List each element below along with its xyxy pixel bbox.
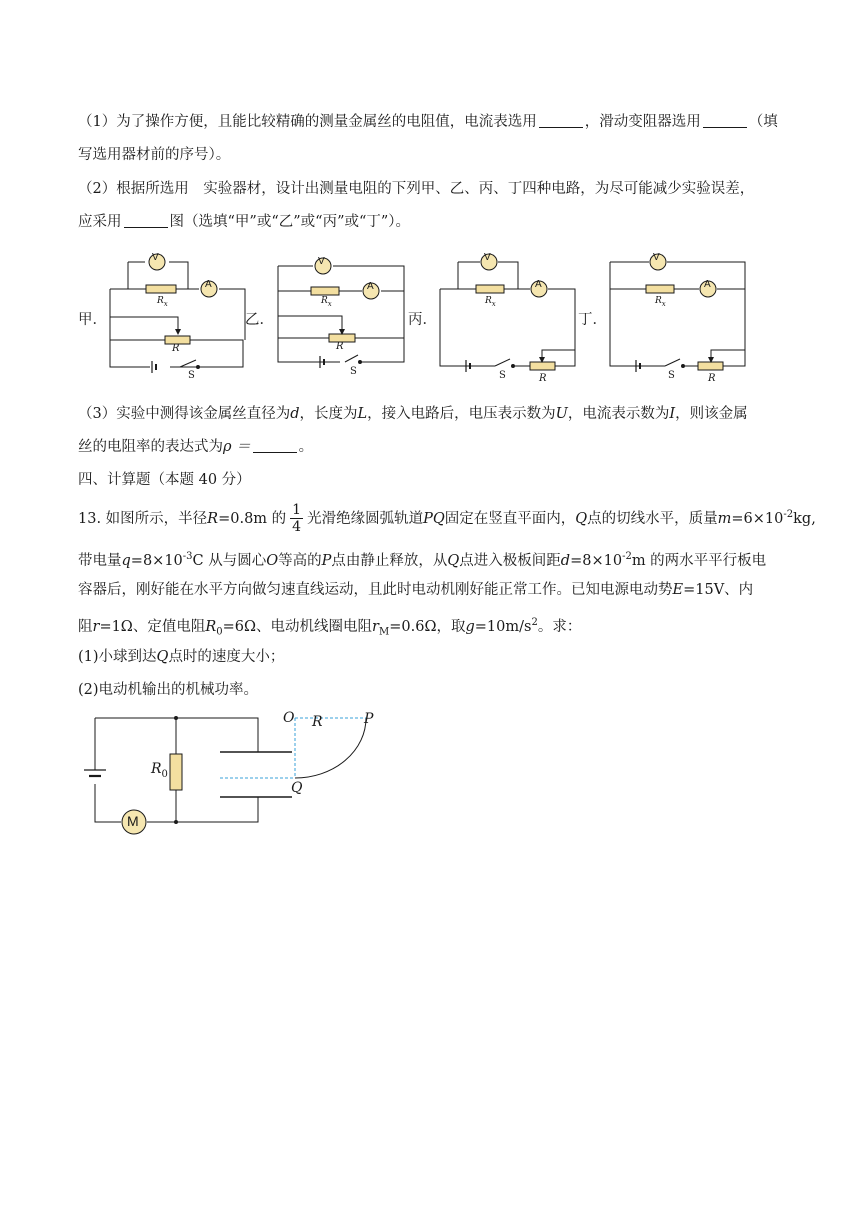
voltmeter-label-yi: V: [318, 256, 325, 267]
s-label-yi: S: [350, 366, 357, 377]
q1-text-c: （填: [748, 114, 778, 130]
label-Q: Q: [291, 780, 303, 796]
q13-line4: 阻r=1Ω、定值电阻$R_0=6\Omega$、电动机线圈电阻$r_M=0.6\Omega$，取$g=10m/s^2$。求：: [78, 617, 582, 638]
ammeter-label-ding: A: [704, 279, 711, 290]
r-label-jia: R: [172, 343, 180, 354]
q1-line2: 写选用器材前的序号）。: [78, 147, 231, 163]
rx-label-bing: $R_x$: [485, 296, 496, 308]
q1-text-a: （1）为了操作方便，且能比较精确的测量金属丝的电阻值，电流表选用: [78, 114, 537, 130]
section-heading: 四、计算题（本题 40 分）: [78, 472, 251, 488]
q13-sub1: (1)小球到达Q点时的速度大小；: [78, 649, 285, 665]
q13-line3: 容器后，刚好能在水平方向做匀速直线运动，且此时电动机刚好能正常工作。已知电源电动势E=15V、内: [78, 582, 754, 598]
circuit-label-ding: 丁．: [578, 312, 607, 328]
quarter-fraction: $\frac{1}{4}$: [292, 502, 302, 536]
r-label-yi: R: [336, 341, 344, 352]
ammeter-label-yi: A: [367, 281, 374, 292]
voltmeter-label-bing: V: [484, 252, 491, 263]
circuit-label-yi: 乙．: [245, 312, 274, 328]
ammeter-label-jia: A: [205, 279, 212, 290]
q13-line2: 带电量$q=8\times 10^{-3}C$ 从与圆心O等高的P点由静止释放，从Q点进入极板间距$d=8\times 10^{-2}m$ 的两水平平行板电: [78, 551, 767, 569]
voltmeter-label-ding: V: [653, 252, 660, 263]
circuit-label-jia: 甲．: [78, 312, 107, 328]
r-label-bing: R: [539, 373, 547, 384]
rx-label-jia: $R_x$: [157, 296, 168, 308]
voltmeter-label-jia: V: [152, 252, 159, 263]
label-O: O: [283, 710, 295, 726]
label-P: P: [364, 711, 374, 727]
q13-line1: 13. 如图所示，半径R=0.8m 的 $\frac{1}{4}$ 光滑绝缘圆弧轨道PQ固定在竖直平面内，Q点的切线水平，质量$m=6\times 10^{-2}kg$,: [78, 502, 816, 536]
q3-line1: （3）实验中测得该金属丝直径为d，长度为L，接入电路后，电压表示数为U，电流表示数为I，则该金属: [78, 406, 748, 422]
s-label-ding: S: [668, 370, 675, 381]
label-M: M: [127, 813, 139, 829]
s-label-bing: S: [499, 370, 506, 381]
q2-text-a: 应采用: [78, 214, 122, 230]
q13-sub2: (2)电动机输出的机械功率。: [78, 682, 259, 698]
q2-line1: （2）根据所选用 实验器材，设计出测量电阻的下列甲、乙、丙、丁四种电路，为尽可能减少实验误差，: [78, 181, 755, 197]
q3-line2: 丝的电阻率的表达式为ρ ＝ 。: [78, 439, 314, 455]
label-R0: $R_0$: [151, 761, 168, 780]
q2-text-b: 图（选填“甲”或“乙”或“丙”或“丁”）。: [169, 214, 411, 230]
q1-text-b: ，滑动变阻器选用: [584, 114, 701, 130]
r-label-ding: R: [708, 373, 716, 384]
s-label-jia: S: [188, 370, 195, 381]
circuit-label-bing: 丙．: [408, 312, 437, 328]
ammeter-label-bing: A: [535, 279, 542, 290]
rx-label-yi: $R_x$: [321, 296, 332, 308]
r0-resistor: [170, 754, 182, 790]
label-R: R: [312, 714, 323, 730]
rx-label-ding: $R_x$: [655, 296, 666, 308]
